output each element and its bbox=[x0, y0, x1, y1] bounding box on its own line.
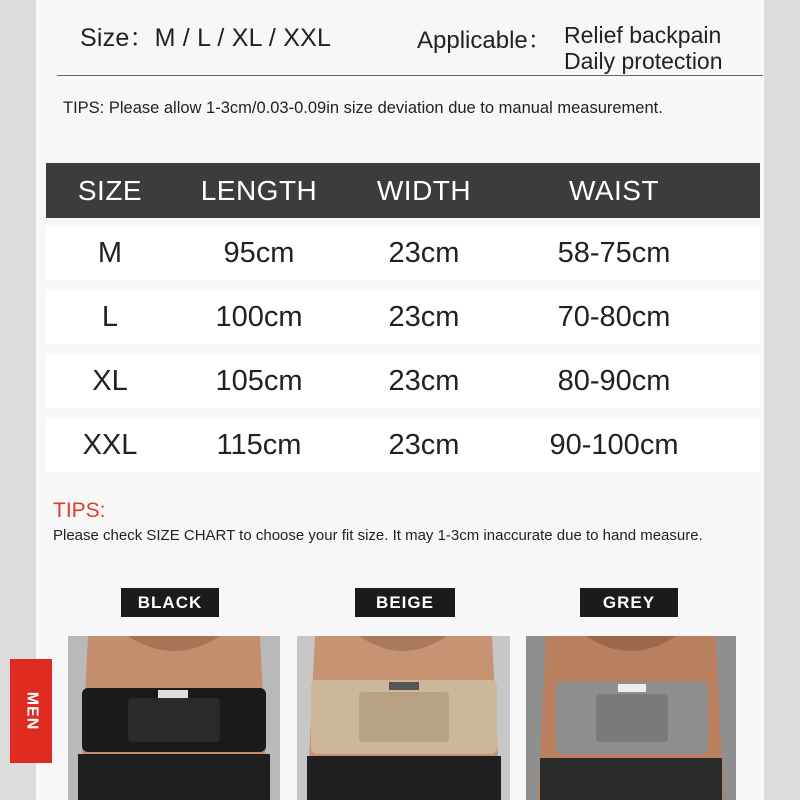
applicable-value-1: Relief backpain bbox=[564, 22, 722, 48]
cell-size: XXL bbox=[82, 428, 138, 461]
tips-text: Please check SIZE CHART to choose your fit size. It may 1-3cm inaccurate due to hand measure. bbox=[53, 527, 703, 544]
cell-length: 95cm bbox=[223, 236, 295, 269]
size-chart-table bbox=[46, 163, 760, 482]
cell-width: 23cm bbox=[388, 364, 460, 397]
color-tag-grey: GREY bbox=[580, 588, 678, 617]
header-divider bbox=[57, 75, 763, 76]
table-row bbox=[46, 290, 760, 344]
color-tag-black: BLACK bbox=[121, 588, 219, 617]
cell-waist: 70-80cm bbox=[557, 300, 671, 333]
men-side-tab bbox=[10, 659, 52, 763]
cell-width: 23cm bbox=[388, 428, 460, 461]
right-margin-strip bbox=[764, 0, 800, 800]
column-header-size: SIZE bbox=[77, 174, 143, 206]
table-row bbox=[46, 226, 760, 280]
cell-size: M bbox=[97, 236, 123, 269]
column-header-length: LENGTH bbox=[200, 174, 318, 206]
table-row bbox=[46, 418, 760, 472]
cell-width: 23cm bbox=[388, 300, 460, 333]
size-options-line: Size：M / L / XL / XXL bbox=[80, 24, 332, 52]
product-photo-black bbox=[68, 636, 280, 800]
color-tag-beige: BEIGE bbox=[355, 588, 455, 617]
cell-waist: 80-90cm bbox=[557, 364, 671, 397]
applicable-label: Applicable： bbox=[417, 27, 552, 54]
tips-heading: TIPS: bbox=[53, 499, 106, 522]
cell-size: L bbox=[101, 300, 119, 333]
cell-waist: 90-100cm bbox=[549, 428, 679, 461]
cell-width: 23cm bbox=[388, 236, 460, 269]
product-photo-grey bbox=[526, 636, 736, 800]
applicable-values bbox=[564, 22, 723, 74]
measurement-tip: TIPS: Please allow 1-3cm/0.03-0.09in size deviation due to manual measurement. bbox=[63, 99, 663, 117]
column-header-waist: WAIST bbox=[568, 174, 660, 206]
cell-waist: 58-75cm bbox=[557, 236, 671, 269]
men-tab-label: MEN bbox=[23, 691, 40, 731]
table-header-row bbox=[46, 163, 760, 218]
cell-length: 105cm bbox=[215, 364, 303, 397]
applicable-value-2: Daily protection bbox=[564, 48, 723, 74]
table-row bbox=[46, 354, 760, 408]
cell-length: 115cm bbox=[216, 428, 302, 461]
product-photo-beige bbox=[297, 636, 510, 800]
column-header-width: WIDTH bbox=[376, 174, 472, 206]
cell-length: 100cm bbox=[215, 300, 303, 333]
cell-size: XL bbox=[92, 364, 128, 397]
